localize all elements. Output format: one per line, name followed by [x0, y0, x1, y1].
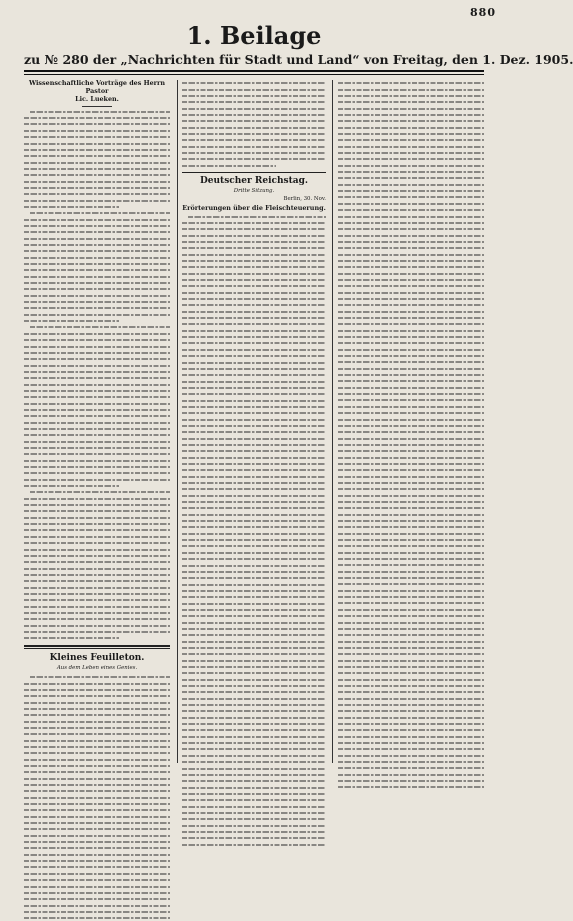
feuilleton-heading: Kleines Feuilleton. [49, 653, 145, 664]
article-body [338, 80, 484, 791]
masthead-rule-thin [24, 74, 484, 75]
session-label: Dritte Sitzung. [233, 187, 275, 194]
feuilleton-subheading: Aus dem Leben eines Genies. [56, 665, 138, 672]
reichstag-subheading: Erörterungen über die Fleischteuerung. [182, 203, 326, 212]
masthead [24, 21, 573, 68]
reichstag-body [182, 213, 326, 847]
article-heading: Wissenschaftliche Vorträge des Herrn Pastor [28, 79, 166, 95]
section-divider [24, 645, 170, 649]
supplement-title: 1. Beilage [186, 21, 322, 50]
column-right [338, 80, 484, 763]
reichstag-heading: Deutscher Reichstag. [199, 175, 309, 186]
section-divider [182, 172, 326, 173]
article-body [182, 80, 326, 169]
heading-divider [82, 106, 112, 107]
column-divider [332, 80, 333, 763]
feuilleton-body [24, 674, 170, 921]
column-middle [182, 80, 326, 763]
page-number: 880 [470, 6, 496, 19]
dateline: Berlin, 30. Nov. [283, 196, 326, 203]
column-divider [177, 80, 178, 763]
column-left [24, 80, 170, 763]
supplement-subtitle: zu № 280 der „Nachrichten für Stadt und Land“ von Freitag, den 1. Dez. 1905. [24, 52, 573, 67]
masthead-rule-thick [24, 70, 484, 72]
article-body [24, 109, 170, 642]
article-heading-name: Lic. Lueken. [75, 95, 119, 103]
